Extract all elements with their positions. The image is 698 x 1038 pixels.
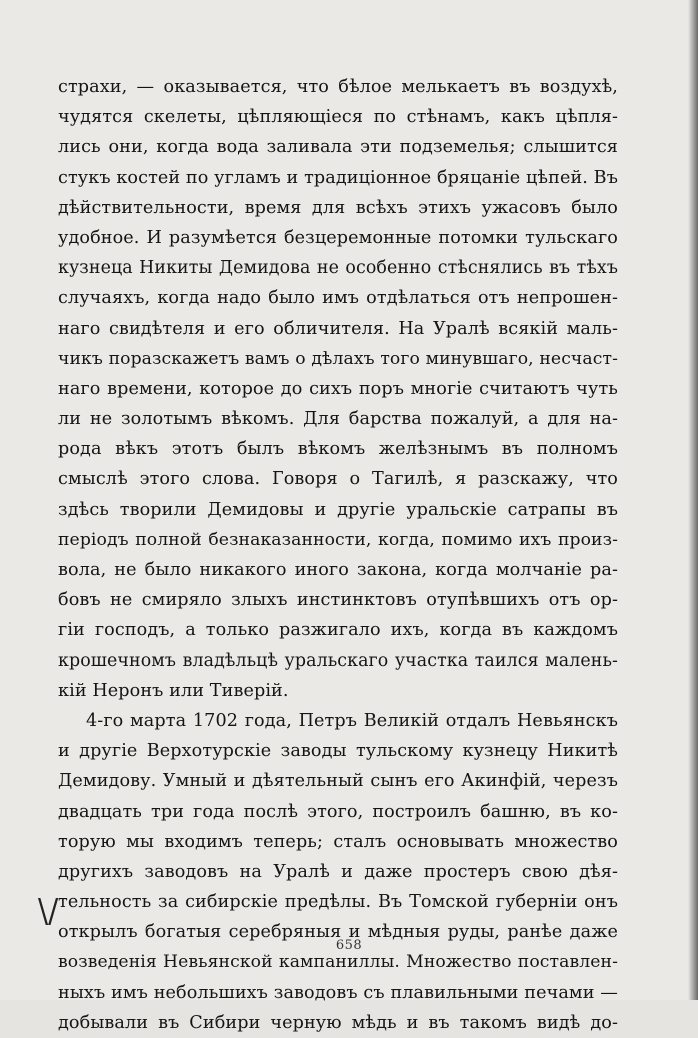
text-line: смыслѣ этого слова. Говоря о Тагилѣ, я разскажу, что [58,469,618,490]
text-line: кузнеца Никиты Демидова не особенно стѣснялись въ тѣхъ [58,258,618,279]
text-line: открылъ богатыя серебряныя и мѣдныя руды, ранѣе даже [58,922,618,943]
text-line: наго свидѣтеля и его обличителя. На Уралѣ всякій маль- [58,318,618,339]
text-line: удобное. И разумѣется безцеремонные потомки тульскаго [58,227,618,248]
text-line: крошечномъ владѣльцѣ уральскаго участка таился малень- [58,650,618,671]
paragraph-1 [58,72,618,706]
text-line: стукъ костей по угламъ и традиціонное бряцаніе цѣпей. Въ [58,167,619,188]
text-line: чикъ поразскажетъ вамъ о дѣлахъ того минувшаго, несчаст- [58,348,618,369]
text-line: торую мы входимъ теперь; сталъ основывать множество [58,831,618,852]
text-line: и другіе Верхотурскіе заводы тульскому кузнецу Никитѣ [58,741,618,762]
text-line: бовъ не смиряло злыхъ инстинктовъ отупѣвшихъ отъ ор- [58,590,618,611]
text-line: наго времени, которое до сихъ поръ многіе считаютъ чуть [58,378,618,399]
text-line: рода вѣкъ этотъ былъ вѣкомъ желѣзнымъ въ полномъ [58,439,618,460]
paragraph-2 [58,706,618,1038]
text-line: ныхъ имъ небольшихъ заводовъ съ плавильными печами — [58,982,618,1003]
text-line: чудятся скелеты, цѣпляющіеся по стѣнамъ, какъ цѣпля- [58,107,618,128]
text-line: добывали въ Сибири черную мѣдь и въ такомъ видѣ до- [58,1012,618,1033]
text-line: Демидову. Умный и дѣятельный сынъ его Акинфій, черезъ [58,771,618,792]
text-line: двадцать три года послѣ этого, построилъ башню, въ ко- [58,801,618,822]
body-text [58,72,618,1038]
text-line: 4-го марта 1702 года, Петръ Великій отдалъ Невьянскъ [86,710,618,731]
text-line: гіи господъ, а только разжигало ихъ, когда въ каждомъ [58,620,618,641]
page-number: 658 [335,938,363,953]
text-line: лись они, когда вода заливала эти подземелья; слышится [58,137,618,158]
handwritten-margin-mark: \/ [38,892,59,931]
text-line: другихъ заводовъ на Уралѣ и даже простеръ свою дѣя- [58,861,618,882]
text-line: тельность за сибирскіе предѣлы. Въ Томской губерніи онъ [58,892,618,913]
text-line: кій Неронъ или Тиверій. [58,680,289,701]
text-line: вола, не было никакого иного закона, когда молчаніе ра- [58,560,618,580]
text-line: дѣйствительности, время для всѣхъ этихъ ужасовъ было [58,197,618,218]
text-line: ли не золотымъ вѣкомъ. Для барства пожалуй, а для на- [58,409,618,430]
text-line: случаяхъ, когда надо было имъ отдѣлаться отъ непрошен- [58,288,618,309]
text-line: здѣсь творили Демидовы и другіе уральскіе сатрапы въ [58,499,618,520]
text-line: страхи, — оказывается, что бѣлое мелькаетъ въ воздухѣ, [58,77,618,97]
page-edge-shadow [688,0,698,1000]
text-line: періодъ полной безнаказанности, когда, помимо ихъ произ- [58,529,618,550]
text-line: возведенія Невьянской кампаниллы. Множество поставлен- [58,952,618,973]
